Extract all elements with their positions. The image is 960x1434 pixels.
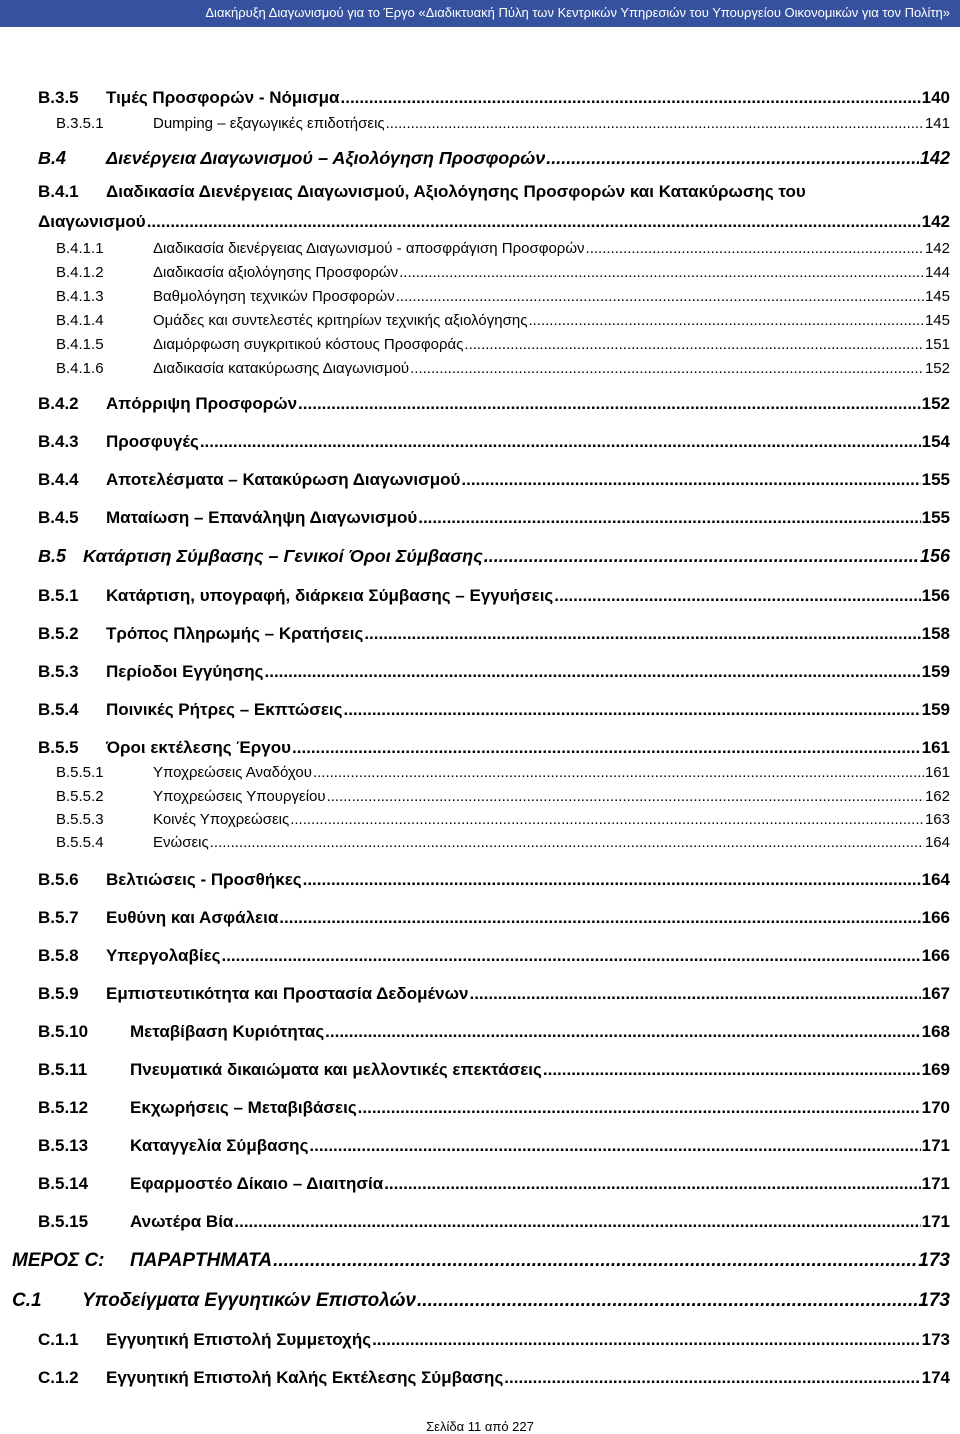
toc-entry[interactable]: Β.5.10 Μεταβίβαση Κυριότητας ..... 168 xyxy=(38,1022,950,1042)
toc-entry[interactable]: ΜΕΡΟΣ C: ΠΑΡΑΡΤΗΜΑΤΑ ..... 173 xyxy=(12,1250,950,1272)
toc-entry[interactable]: Β.4.1.5 Διαμόρφωση συγκριτικού κόστους Προσφοράς ..... 151 xyxy=(56,336,950,353)
toc-entry[interactable]: Β.5.11 Πνευματικά δικαιώματα και μελλοντικές επεκτάσεις ..... 169 xyxy=(38,1060,950,1080)
toc-entry[interactable]: Β.4.1.6 Διαδικασία κατακύρωσης Διαγωνισμού ..... 152 xyxy=(56,360,950,377)
document-title: Διακήρυξη Διαγωνισμού για το Έργο «Διαδικτυακή Πύλη των Κεντρικών Υπηρεσιών του Υπουργείου Οικονομικών για τον Πολίτη» xyxy=(205,5,950,20)
toc-entry[interactable]: Β.3.5 Τιμές Προσφορών - Νόμισμα ..... 140 xyxy=(38,88,950,108)
toc-entry[interactable]: Β.5.14 Εφαρμοστέο Δίκαιο – Διαιτησία ..... 171 xyxy=(38,1174,950,1194)
toc-entry[interactable]: Β.5.4 Ποινικές Ρήτρες – Εκπτώσεις ..... 159 xyxy=(38,700,950,720)
toc-entry[interactable]: Β.5.5.3 Κοινές Υποχρεώσεις ..... 163 xyxy=(56,811,950,828)
toc-entry[interactable]: Β.5.5.1 Υποχρεώσεις Αναδόχου ..... 161 xyxy=(56,764,950,781)
page-number: Σελίδα 11 από 227 xyxy=(426,1419,534,1434)
toc-entry[interactable]: Β.4.1.4 Ομάδες και συντελεστές κριτηρίων τεχνικής αξιολόγησης ..... 145 xyxy=(56,312,950,329)
toc-entry[interactable]: C.1.2 Εγγυητική Επιστολή Καλής Εκτέλεσης Σύμβασης ..... 174 xyxy=(38,1368,950,1388)
toc-entry[interactable]: Β.4.3 Προσφυγές ..... 154 xyxy=(38,432,950,452)
toc-entry[interactable]: Β.4.1.2 Διαδικασία αξιολόγησης Προσφορών ..... 144 xyxy=(56,264,950,281)
toc-entry[interactable]: Β.3.5.1 Dumping – εξαγωγικές επιδοτήσεις ..... 141 xyxy=(56,115,950,132)
toc-entry[interactable]: Β.5.13 Καταγγελία Σύμβασης ..... 171 xyxy=(38,1136,950,1156)
toc-entry[interactable]: C.1 Υποδείγματα Εγγυητικών Επιστολών ..... 173 xyxy=(12,1290,950,1312)
toc-entry[interactable]: Β.4.4 Αποτελέσματα – Κατακύρωση Διαγωνισμού ..... 155 xyxy=(38,470,950,490)
toc-entry[interactable]: Β.5.3 Περίοδοι Εγγύησης ..... 159 xyxy=(38,662,950,682)
toc-entry[interactable]: Β.5 Κατάρτιση Σύμβασης – Γενικοί Όροι Σύμβασης ..... 156 xyxy=(38,546,950,567)
toc-entry[interactable]: Β.5.5.4 Ενώσεις ..... 164 xyxy=(56,834,950,851)
toc-entry[interactable]: Β.4.1.3 Βαθμολόγηση τεχνικών Προσφορών ..... 145 xyxy=(56,288,950,305)
toc-entry[interactable]: Β.5.2 Τρόπος Πληρωμής – Κρατήσεις ..... 158 xyxy=(38,624,950,644)
toc-entry-first-line[interactable]: Β.4.1 Διαδικασία Διενέργειας Διαγωνισμού, Αξιολόγησης Προσφορών και Κατακύρωσης του xyxy=(38,182,806,201)
toc-entry[interactable]: Β.5.7 Ευθύνη και Ασφάλεια ..... 166 xyxy=(38,908,950,928)
toc-entry[interactable]: Β.5.8 Υπεργολαβίες ..... 166 xyxy=(38,946,950,966)
toc-entry[interactable]: Β.5.15 Ανωτέρα Βία ..... 171 xyxy=(38,1212,950,1232)
toc-entry[interactable]: Β.5.9 Εμπιστευτικότητα και Προστασία Δεδομένων ..... 167 xyxy=(38,984,950,1004)
toc-entry[interactable]: Β.4.1.1 Διαδικασία διενέργειας Διαγωνισμού - αποσφράγιση Προσφορών ..... 142 xyxy=(56,240,950,257)
toc-entry[interactable]: Β.5.5.2 Υποχρεώσεις Υπουργείου ..... 162 xyxy=(56,788,950,805)
toc-entry[interactable]: Β.4.2 Απόρριψη Προσφορών ..... 152 xyxy=(38,394,950,414)
toc-entry[interactable]: Β.5.5 Όροι εκτέλεσης Έργου ..... 161 xyxy=(38,738,950,758)
toc-entry[interactable]: Β.4 Διενέργεια Διαγωνισμού – Αξιολόγηση Προσφορών ..... 142 xyxy=(38,148,950,169)
toc-entry[interactable]: C.1.1 Εγγυητική Επιστολή Συμμετοχής ..... 173 xyxy=(38,1330,950,1350)
toc-entry[interactable]: Β.4.5 Ματαίωση – Επανάληψη Διαγωνισμού ..... 155 xyxy=(38,508,950,528)
toc-entry[interactable]: Β.5.12 Εκχωρήσεις – Μεταβιβάσεις ..... 170 xyxy=(38,1098,950,1118)
toc-entry[interactable]: Διαγωνισμού ..... 142 xyxy=(38,212,950,232)
toc-entry[interactable]: Β.5.1 Κατάρτιση, υπογραφή, διάρκεια Σύμβασης – Εγγυήσεις ..... 156 xyxy=(38,586,950,606)
toc-entry[interactable]: Β.5.6 Βελτιώσεις - Προσθήκες ..... 164 xyxy=(38,870,950,890)
